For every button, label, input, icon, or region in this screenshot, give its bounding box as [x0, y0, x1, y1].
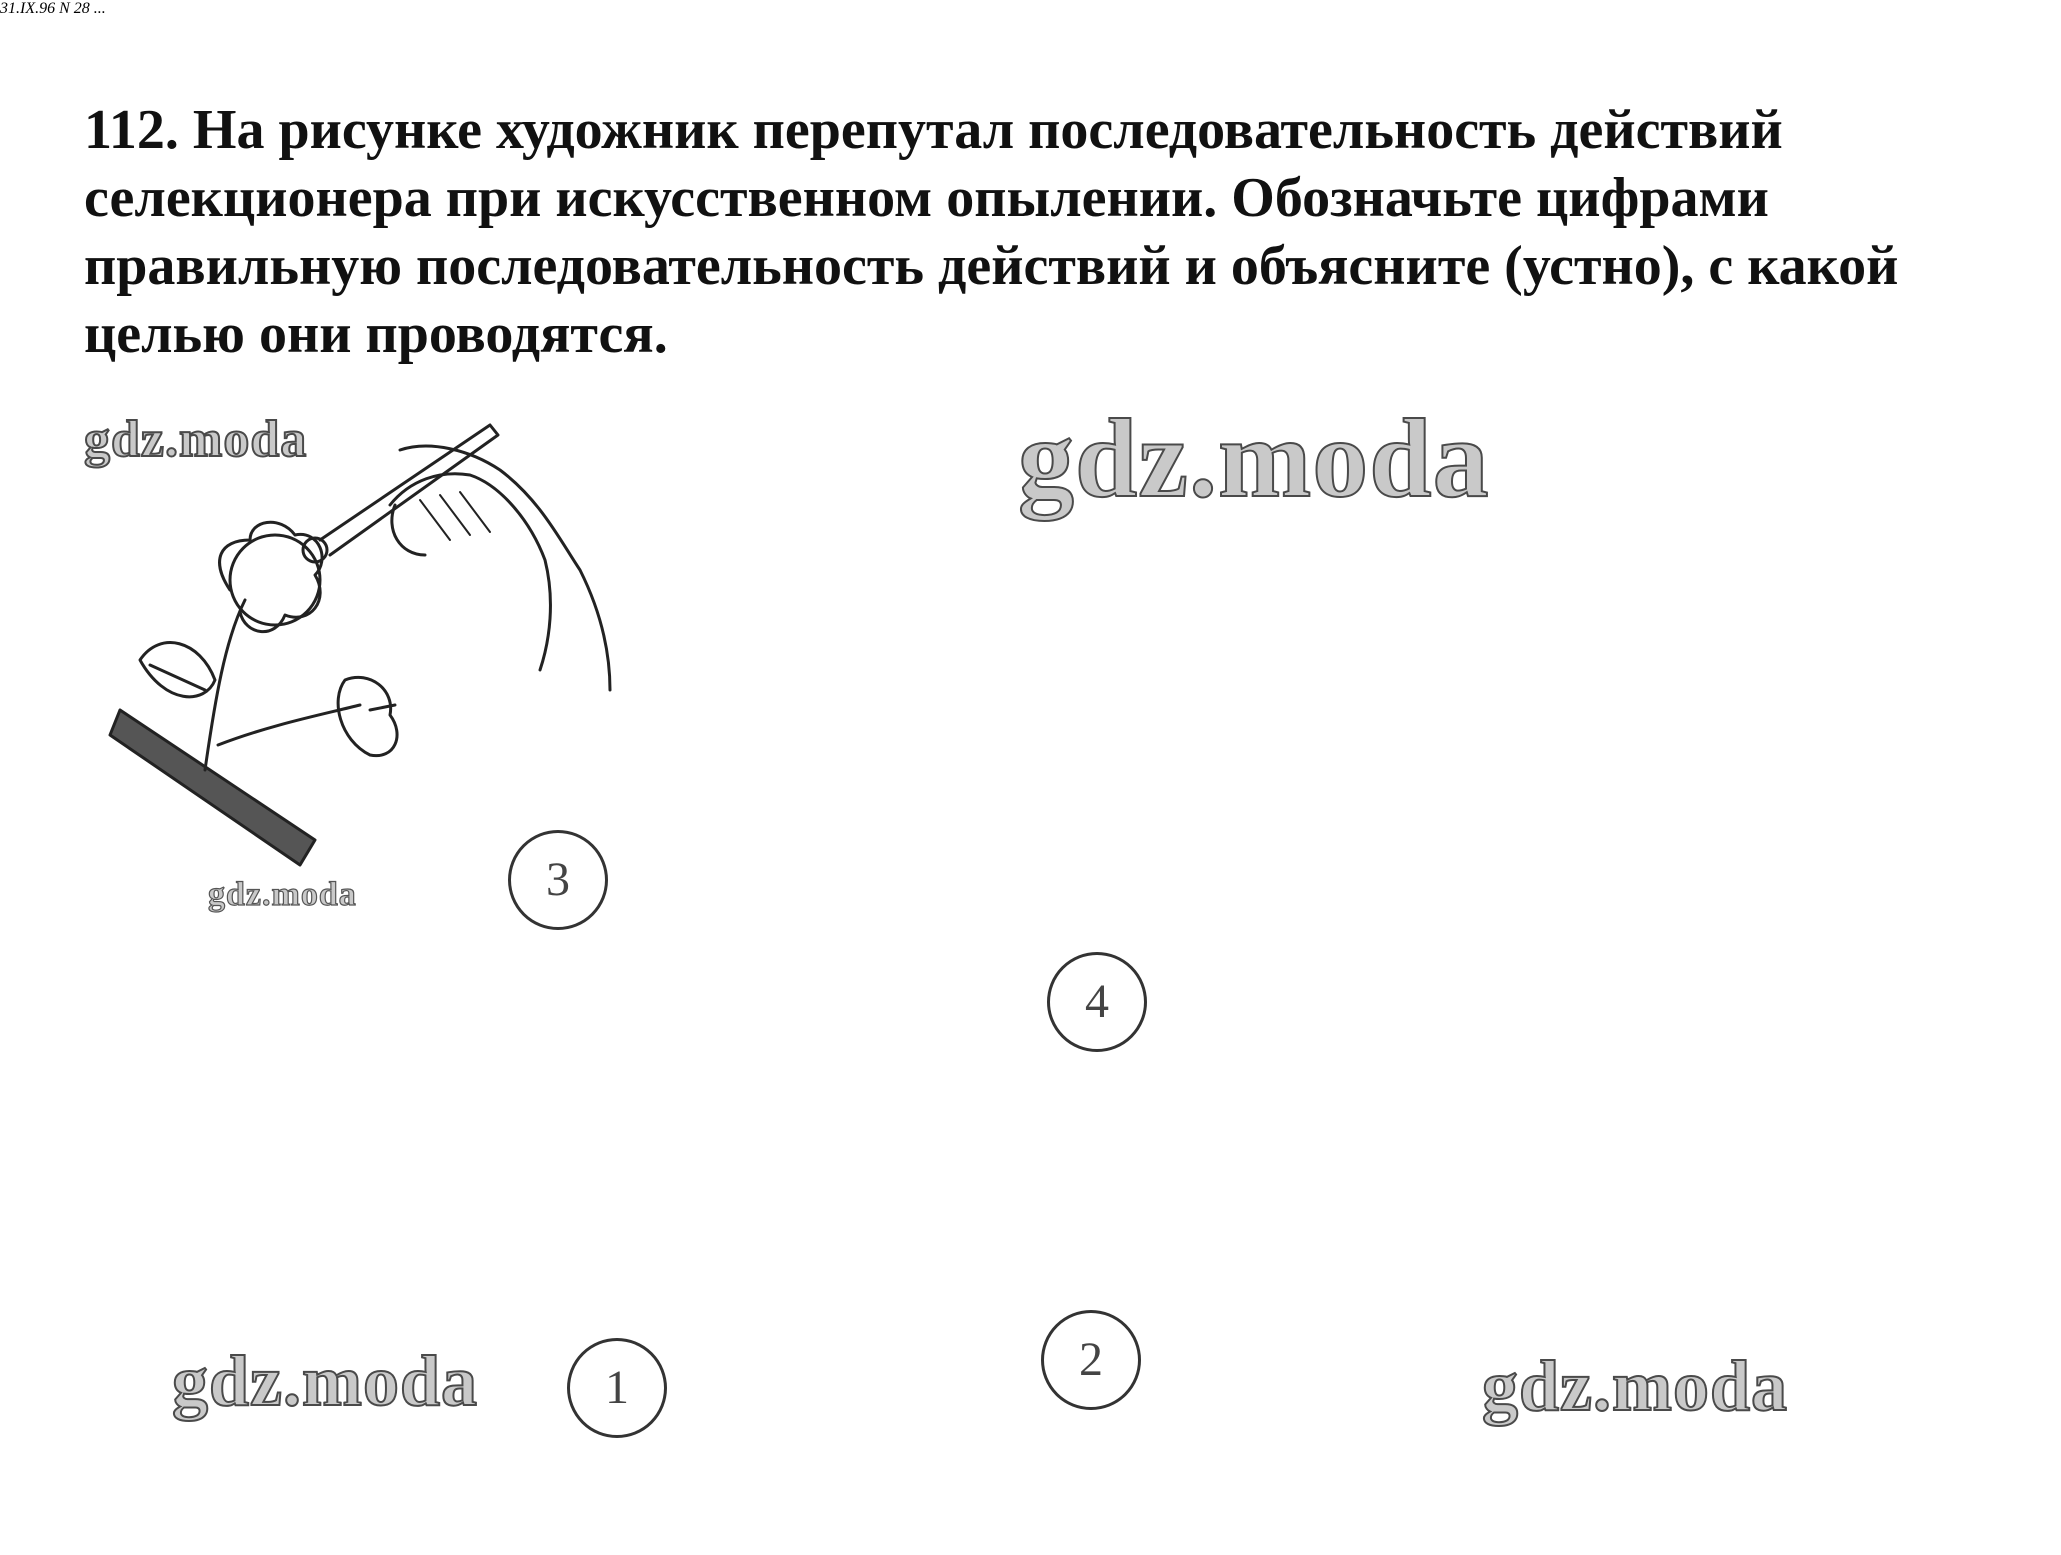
figure-3-drawing: [110, 425, 610, 865]
watermark: gdz.moda: [172, 1341, 479, 1421]
figure-number-1: 1: [567, 1338, 667, 1438]
tag-label: 31.IX.96: [0, 0, 56, 17]
watermark: gdz.moda: [1482, 1346, 1789, 1426]
figure-number-3: 3: [508, 830, 608, 930]
figure-number-2: 2: [1041, 1310, 1141, 1410]
watermark: gdz.moda: [208, 876, 357, 913]
figure-number-4: 4: [1047, 952, 1147, 1052]
watermark: gdz.moda: [1018, 397, 1490, 521]
tag-label-2: N 28 ...: [59, 0, 106, 17]
watermark: gdz.moda: [84, 411, 308, 468]
task-text: 112. На рисунке художник перепутал последовательность действий селекционера при искусственном опылении. Обозначьте цифрами правильную последовательность действий и объясните (устно), с какой целью они проводятся.: [84, 99, 1899, 365]
